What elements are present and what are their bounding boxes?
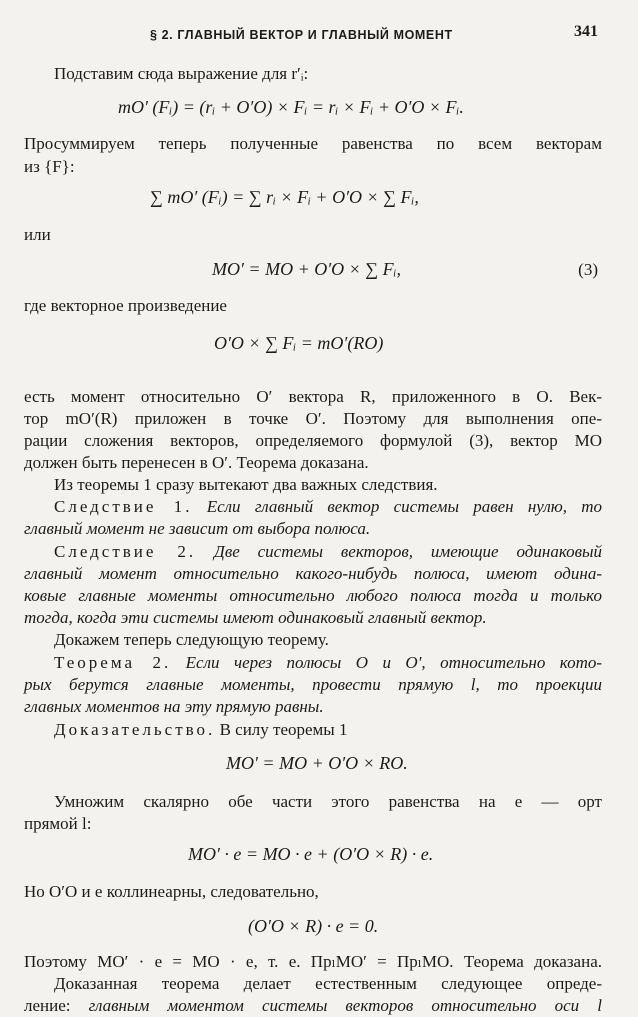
corollary-1-label: Следствие 1.	[54, 497, 193, 516]
paragraph-collinear: Но O′O и e коллинеарны, следовательно,	[24, 882, 319, 901]
paragraph-multiply-line1: Умножим скалярно обе части этого равенства на e — орт	[54, 792, 602, 811]
paragraph-definition-line2	[24, 994, 602, 1017]
corollary-1-line2: главный момент не зависит от выбора полюса.	[24, 519, 371, 538]
word-or: или	[24, 225, 51, 244]
paragraph-vector-product: где векторное произведение	[24, 296, 227, 315]
corollary-2-label: Следствие 2.	[54, 542, 197, 561]
paragraph-conclusion: Поэтому MO′ · e = MO · e, т. е. ПрₗMO′ = ПрₗMO. Теорема доказана.	[24, 952, 602, 971]
paragraph-moment-line4: должен быть перенесен в O′. Теорема доказана.	[24, 453, 369, 472]
formula-vector-product: O′O × ∑ Fᵢ = mO′(RO)	[214, 333, 384, 353]
paragraph-substitute: Подставим сюда выражение для r′ᵢ:	[54, 64, 309, 83]
corollary-2-line1	[54, 540, 602, 563]
formula-scalar-product: MO′ · e = MO · e + (O′O × R) · e.	[188, 844, 434, 864]
definition-lead: ление:	[24, 996, 71, 1015]
equation-number: (3)	[578, 260, 598, 279]
corollary-2-line2: главный момент относительно какого-нибудь полюса, имеют одина-	[24, 564, 602, 583]
theorem-2-label: Теорема 2.	[54, 653, 172, 672]
paragraph-moment-line3: рации сложения векторов, определяемого формулой (3), вектор MO	[24, 431, 602, 450]
theorem-2-line3: главных моментов на эту прямую равны.	[24, 697, 324, 716]
corollary-2-text-start: Две системы векторов, имеющие одинаковый	[214, 542, 603, 561]
proof-text: В силу теоремы 1	[219, 720, 348, 739]
running-head: § 2. ГЛАВНЫЙ ВЕКТОР И ГЛАВНЫЙ МОМЕНТ	[150, 28, 453, 42]
paragraph-moment-line1: есть момент относительно O′ вектора R, приложенного в O. Век-	[24, 387, 602, 406]
corollary-1-text-start: Если главный вектор системы равен нулю, то	[206, 497, 603, 516]
page-number: 341	[574, 23, 598, 40]
formula-moment-substitution: mO′ (Fᵢ) = (rᵢ + O′O) × Fᵢ = rᵢ × Fᵢ + O′O × Fᵢ.	[118, 97, 464, 117]
corollary-2-line3: ковые главные моменты относительно любого полюса тогда и только	[24, 586, 602, 605]
paragraph-definition-line1: Доказанная теорема делает естественным следующее опреде-	[54, 974, 602, 993]
paragraph-multiply-line2: прямой l:	[24, 814, 92, 833]
corollary-2-line4: тогда, когда эти системы имеют одинаковый главный вектор.	[24, 608, 487, 627]
formula-theorem-1: MO′ = MO + O′O × RO.	[226, 753, 408, 773]
formula-main-moment: MO′ = MO + O′O × ∑ Fᵢ,	[212, 259, 401, 279]
corollary-1-line1	[54, 495, 602, 518]
paragraph-moment-line2: тор mO′(R) приложен в точке O′. Поэтому для выполнения опе-	[24, 409, 602, 428]
paragraph-sum-line1: Просуммируем теперь полученные равенства по всем векторам	[24, 134, 602, 153]
formula-sum-moments: ∑ mO′ (Fᵢ) = ∑ rᵢ × Fᵢ + O′O × ∑ Fᵢ,	[150, 187, 419, 207]
paragraph-sum-line2: из {F}:	[24, 157, 75, 176]
paragraph-corollaries-intro: Из теоремы 1 сразу вытекают два важных следствия.	[54, 475, 438, 494]
theorem-2-line2: рых берутся главные моменты, провести прямую l, то проекции	[24, 675, 602, 694]
proof-label: Доказательство.	[54, 720, 216, 739]
theorem-2-text-start: Если через полюсы O и O′, относительно кото-	[185, 653, 603, 672]
definition-term: главным моментом системы векторов относительно оси l	[88, 996, 602, 1015]
paragraph-next-theorem: Докажем теперь следующую теорему.	[54, 630, 329, 649]
formula-zero: (O′O × R) · e = 0.	[248, 916, 379, 936]
proof-line	[54, 718, 347, 741]
theorem-2-line1	[54, 651, 602, 674]
